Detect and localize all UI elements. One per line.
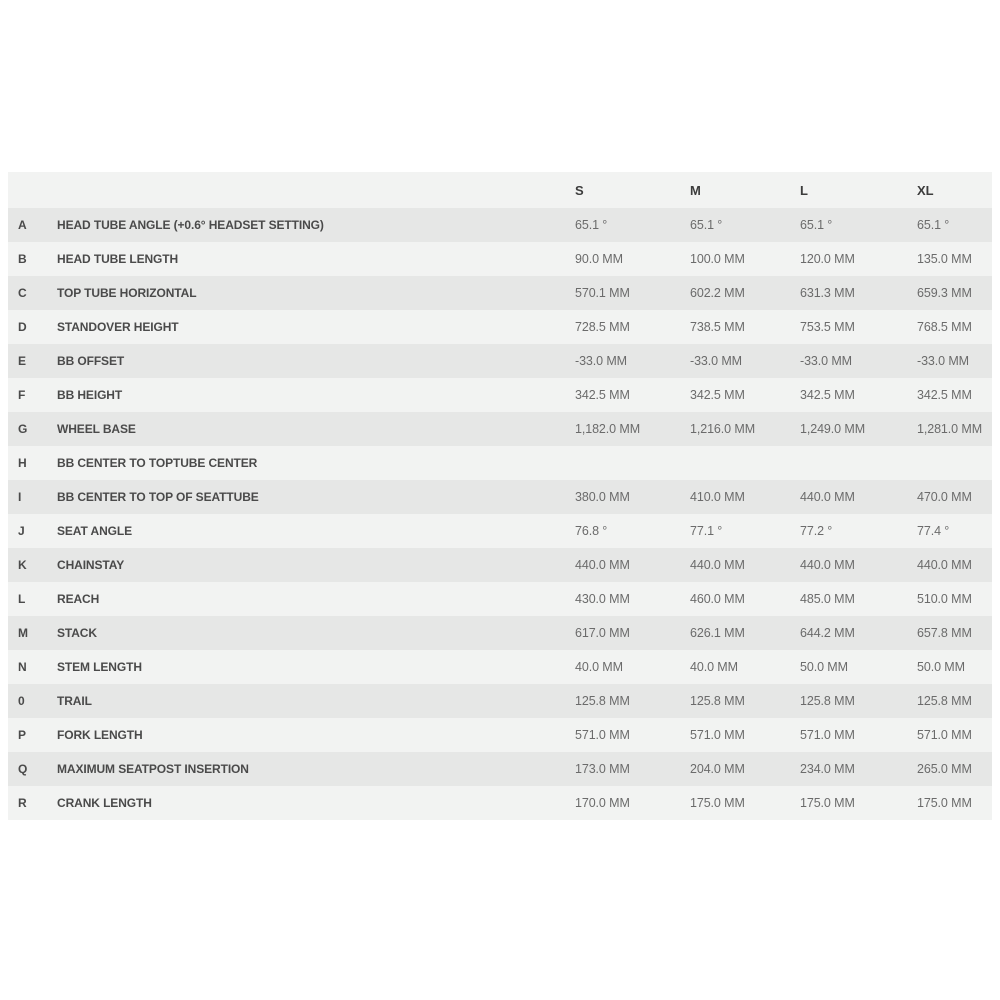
cell-value-xl: 135.0 MM (917, 252, 972, 266)
cell-value-l: 644.2 MM (800, 626, 855, 640)
cell-value-l: -33.0 MM (800, 354, 852, 368)
cell-value-s: 430.0 MM (575, 592, 630, 606)
table-row (8, 446, 992, 480)
cell-value-xl: 470.0 MM (917, 490, 972, 504)
row-letter: M (18, 626, 28, 640)
table-row (8, 344, 992, 378)
table-row (8, 208, 992, 242)
cell-value-s: 570.1 MM (575, 286, 630, 300)
row-label: STANDOVER HEIGHT (57, 320, 179, 334)
row-label: HEAD TUBE LENGTH (57, 252, 179, 266)
cell-value-s: 380.0 MM (575, 490, 630, 504)
column-header-l: L (800, 182, 808, 198)
cell-value-l: 571.0 MM (800, 728, 855, 742)
cell-value-xl: 1,281.0 MM (917, 422, 983, 436)
cell-value-s: 728.5 MM (575, 320, 630, 334)
cell-value-s: 90.0 MM (575, 252, 623, 266)
cell-value-m: 1,216.0 MM (690, 422, 756, 436)
row-letter: J (18, 524, 25, 538)
cell-value-xl: 571.0 MM (917, 728, 972, 742)
row-letter: E (18, 354, 26, 368)
row-label: BB HEIGHT (57, 388, 123, 402)
cell-value-m: -33.0 MM (690, 354, 742, 368)
cell-value-l: 342.5 MM (800, 388, 855, 402)
cell-value-xl: 125.8 MM (917, 694, 972, 708)
cell-value-m: 440.0 MM (690, 558, 745, 572)
row-label: FORK LENGTH (57, 728, 143, 742)
cell-value-m: 100.0 MM (690, 252, 745, 266)
row-label: BB OFFSET (57, 354, 125, 368)
row-label: BB CENTER TO TOP OF SEATTUBE (57, 490, 259, 504)
cell-value-m: 125.8 MM (690, 694, 745, 708)
cell-value-xl: 657.8 MM (917, 626, 972, 640)
row-letter: R (18, 796, 27, 810)
row-letter: A (18, 218, 27, 232)
cell-value-s: 65.1 ° (575, 218, 608, 232)
cell-value-l: 234.0 MM (800, 762, 855, 776)
table-row (8, 378, 992, 412)
cell-value-l: 77.2 ° (800, 524, 833, 538)
row-letter: F (18, 388, 26, 402)
row-letter: D (18, 320, 27, 334)
row-letter: 0 (18, 694, 25, 708)
table-row (8, 480, 992, 514)
cell-value-s: 617.0 MM (575, 626, 630, 640)
row-label: CHAINSTAY (57, 558, 125, 572)
cell-value-l: 753.5 MM (800, 320, 855, 334)
row-label: HEAD TUBE ANGLE (+0.6° HEADSET SETTING) (57, 218, 324, 232)
cell-value-xl: 65.1 ° (917, 218, 950, 232)
cell-value-xl: 265.0 MM (917, 762, 972, 776)
cell-value-s: 342.5 MM (575, 388, 630, 402)
table-row (8, 276, 992, 310)
cell-value-l: 50.0 MM (800, 660, 848, 674)
cell-value-s: 40.0 MM (575, 660, 623, 674)
table-row (8, 616, 992, 650)
table-row (8, 412, 992, 446)
cell-value-s: 1,182.0 MM (575, 422, 641, 436)
cell-value-m: 175.0 MM (690, 796, 745, 810)
cell-value-xl: 175.0 MM (917, 796, 972, 810)
cell-value-m: 410.0 MM (690, 490, 745, 504)
row-label: WHEEL BASE (57, 422, 136, 436)
cell-value-s: 173.0 MM (575, 762, 630, 776)
cell-value-xl: -33.0 MM (917, 354, 969, 368)
cell-value-l: 440.0 MM (800, 490, 855, 504)
row-label: MAXIMUM SEATPOST INSERTION (57, 762, 249, 776)
cell-value-l: 1,249.0 MM (800, 422, 866, 436)
column-header-xl: XL (917, 182, 934, 198)
row-label: CRANK LENGTH (57, 796, 152, 810)
cell-value-xl: 342.5 MM (917, 388, 972, 402)
cell-value-s: 76.8 ° (575, 524, 608, 538)
table-row (8, 310, 992, 344)
table-row (8, 514, 992, 548)
cell-value-xl: 440.0 MM (917, 558, 972, 572)
table-row (8, 650, 992, 684)
cell-value-m: 460.0 MM (690, 592, 745, 606)
table-header-row (8, 172, 992, 208)
row-letter: N (18, 660, 27, 674)
cell-value-l: 175.0 MM (800, 796, 855, 810)
cell-value-m: 571.0 MM (690, 728, 745, 742)
cell-value-xl: 77.4 ° (917, 524, 950, 538)
cell-value-s: 440.0 MM (575, 558, 630, 572)
row-letter: L (18, 592, 26, 606)
cell-value-s: 170.0 MM (575, 796, 630, 810)
row-letter: P (18, 728, 26, 742)
cell-value-xl: 510.0 MM (917, 592, 972, 606)
cell-value-m: 626.1 MM (690, 626, 745, 640)
cell-value-m: 204.0 MM (690, 762, 745, 776)
cell-value-s: -33.0 MM (575, 354, 627, 368)
table-row (8, 242, 992, 276)
cell-value-m: 65.1 ° (690, 218, 723, 232)
row-letter: K (18, 558, 27, 572)
row-label: SEAT ANGLE (57, 524, 133, 538)
table-row (8, 684, 992, 718)
column-header-s: S (575, 182, 584, 198)
cell-value-xl: 50.0 MM (917, 660, 965, 674)
cell-value-s: 125.8 MM (575, 694, 630, 708)
table-row (8, 582, 992, 616)
cell-value-m: 40.0 MM (690, 660, 738, 674)
row-label: BB CENTER TO TOPTUBE CENTER (57, 456, 258, 470)
row-label: REACH (57, 592, 100, 606)
row-label: TRAIL (57, 694, 92, 708)
cell-value-m: 342.5 MM (690, 388, 745, 402)
table-row (8, 786, 992, 820)
cell-value-l: 440.0 MM (800, 558, 855, 572)
table-row (8, 718, 992, 752)
row-letter: Q (18, 762, 28, 776)
cell-value-l: 125.8 MM (800, 694, 855, 708)
geometry-table (8, 172, 992, 820)
row-label: STEM LENGTH (57, 660, 142, 674)
cell-value-l: 65.1 ° (800, 218, 833, 232)
cell-value-xl: 659.3 MM (917, 286, 972, 300)
row-label: STACK (57, 626, 97, 640)
cell-value-m: 738.5 MM (690, 320, 745, 334)
table-row (8, 752, 992, 786)
cell-value-m: 602.2 MM (690, 286, 745, 300)
cell-value-s: 571.0 MM (575, 728, 630, 742)
row-label: TOP TUBE HORIZONTAL (57, 286, 197, 300)
column-header-m: M (690, 182, 701, 198)
row-letter: C (18, 286, 27, 300)
cell-value-m: 77.1 ° (690, 524, 723, 538)
row-letter: G (18, 422, 28, 436)
cell-value-l: 631.3 MM (800, 286, 855, 300)
row-letter: B (18, 252, 27, 266)
cell-value-l: 485.0 MM (800, 592, 855, 606)
cell-value-l: 120.0 MM (800, 252, 855, 266)
row-letter: I (18, 490, 22, 504)
row-letter: H (18, 456, 27, 470)
table-row (8, 548, 992, 582)
table-rows (8, 208, 992, 820)
cell-value-xl: 768.5 MM (917, 320, 972, 334)
